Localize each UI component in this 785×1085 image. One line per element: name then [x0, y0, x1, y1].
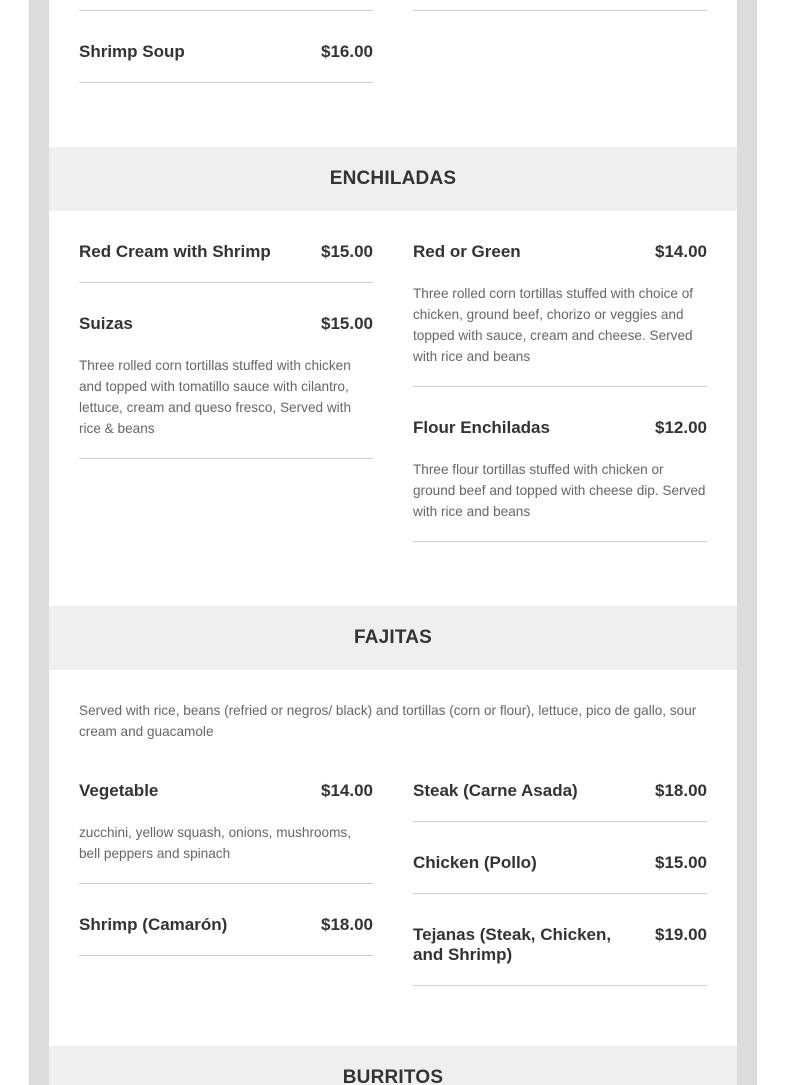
divider — [413, 541, 707, 542]
item-name: Chicken (Pollo) — [413, 853, 537, 872]
divider — [79, 458, 373, 459]
item-name: Shrimp Soup — [79, 42, 185, 61]
item-name: Flour Enchiladas — [413, 418, 550, 437]
item-name: Shrimp (Camarón) — [79, 915, 228, 934]
menu-item-chicken-pollo — [413, 853, 707, 873]
divider — [79, 10, 373, 11]
menu-item-red-cream-shrimp — [79, 242, 373, 262]
item-name: Vegetable — [79, 781, 159, 800]
item-description: Three rolled corn tortillas stuffed with choice of chicken, ground beef, chorizo or veggies and topped with sauce, cream and cheese. Served with rice and beans — [413, 286, 694, 364]
item-price: $15.00 — [321, 242, 373, 261]
menu-item-tejanas — [413, 925, 707, 965]
menu-item-steak-carne-asada — [413, 781, 707, 801]
divider — [79, 82, 373, 83]
section-header-enchiladas — [49, 147, 737, 211]
menu-item-red-or-green — [413, 242, 707, 367]
menu-page — [49, 0, 737, 1085]
item-price: $18.00 — [655, 781, 707, 800]
section-title: FAJITAS — [353, 627, 433, 648]
menu-item-shrimp-camaron — [79, 915, 373, 935]
item-name: Steak (Carne Asada) — [413, 781, 578, 800]
divider — [413, 985, 707, 986]
divider — [413, 893, 707, 894]
section-header-fajitas — [49, 606, 737, 670]
item-description: Three flour tortillas stuffed with chicken or ground beef and topped with cheese dip. Served with rice and beans — [413, 462, 706, 519]
section-note: Served with rice, beans (refried or negros/ black) and tortillas (corn or flour), lettuce, pico de gallo, sour cream and guacamole — [79, 703, 697, 739]
item-description: Three rolled corn tortillas stuffed with chicken and topped with tomatillo sauce with cilantro, lettuce, cream and queso fresco, Served with rice & beans — [79, 358, 352, 436]
menu-item-flour-enchiladas — [413, 418, 707, 522]
divider — [413, 10, 707, 11]
divider — [79, 282, 373, 283]
menu-item-shrimp-soup — [79, 42, 373, 62]
item-price: $15.00 — [655, 853, 707, 872]
item-name: Red Cream with Shrimp — [79, 242, 271, 261]
section-header-burritos — [49, 1046, 737, 1085]
item-name: Suizas — [79, 314, 133, 333]
item-price: $16.00 — [321, 42, 373, 61]
menu-item-vegetable — [79, 781, 373, 864]
item-name: Red or Green — [413, 242, 521, 261]
section-title: ENCHILADAS — [329, 168, 457, 189]
divider — [79, 955, 373, 956]
item-description: zucchini, yellow squash, onions, mushrooms, bell peppers and spinach — [79, 825, 352, 861]
item-price: $19.00 — [655, 925, 707, 944]
item-name: Tejanas (Steak, Chicken, and Shrimp) — [413, 925, 612, 964]
divider — [413, 821, 707, 822]
divider — [413, 386, 707, 387]
item-price: $15.00 — [321, 314, 373, 333]
item-price: $12.00 — [655, 418, 707, 437]
item-price: $14.00 — [321, 781, 373, 800]
section-title: BURRITOS — [342, 1067, 444, 1085]
item-price: $18.00 — [321, 915, 373, 934]
left-page-border — [29, 0, 49, 1085]
item-price: $14.00 — [655, 242, 707, 261]
divider — [79, 883, 373, 884]
right-page-border — [737, 0, 757, 1085]
menu-item-suizas — [79, 314, 373, 439]
